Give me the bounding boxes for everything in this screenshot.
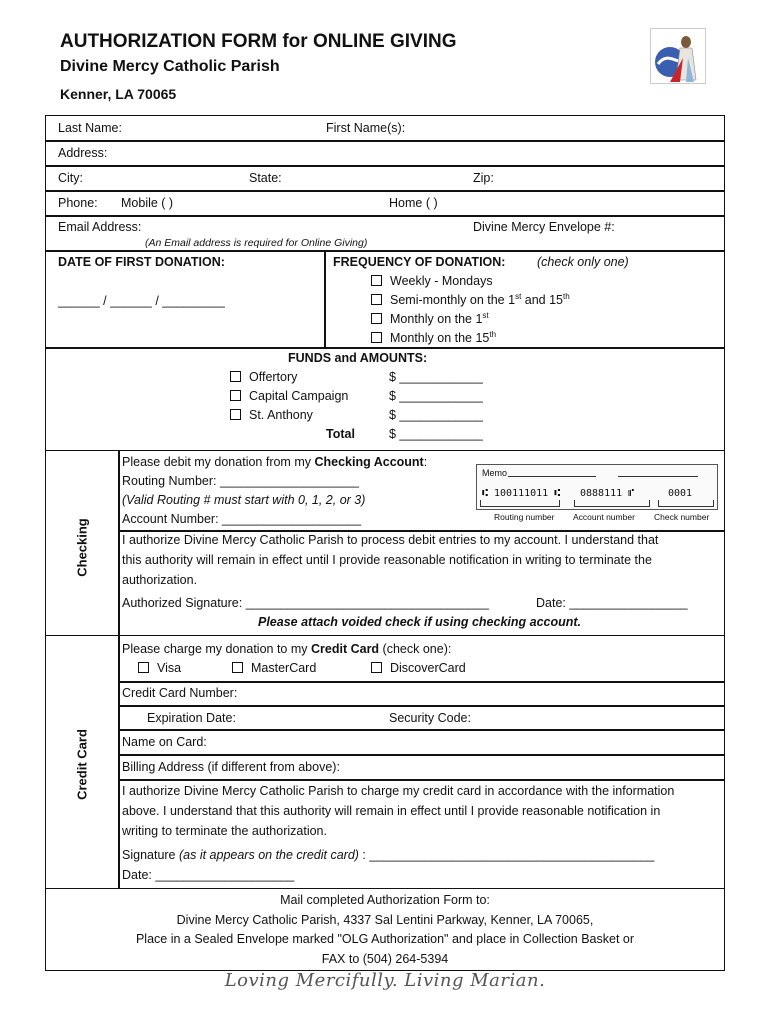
fund-anthony[interactable]: St. Anthony xyxy=(230,408,313,423)
debit-instruction: Please debit my donation from my Checking Account: xyxy=(122,455,428,469)
state-label: State: xyxy=(249,171,282,185)
freq-monthly-1st[interactable]: Monthly on the 1st xyxy=(371,312,489,327)
row-divider xyxy=(118,705,725,707)
security-code[interactable]: Security Code: xyxy=(389,711,471,725)
fund-total: Total xyxy=(326,427,355,441)
fund-capital[interactable]: Capital Campaign xyxy=(230,389,348,404)
freq-semi-monthly[interactable]: Semi-monthly on the 1st and 15th xyxy=(371,293,570,308)
form-title: AUTHORIZATION FORM for ONLINE GIVING xyxy=(60,31,457,52)
parish-city: Kenner, LA 70065 xyxy=(60,86,177,102)
row-divider xyxy=(45,165,725,167)
checkbox[interactable] xyxy=(230,409,241,420)
charge-instruction: Please charge my donation to my Credit Card (check one): xyxy=(122,642,452,656)
card-discover[interactable]: DiscoverCard xyxy=(371,661,466,676)
expiration-date[interactable]: Expiration Date: xyxy=(147,711,236,725)
first-donation-date[interactable]: ______ / ______ / _________ xyxy=(58,294,225,308)
credit-signature[interactable]: Signature (as it appears on the credit card) : _________________________________________ xyxy=(122,848,655,862)
funds-heading: FUNDS and AMOUNTS: xyxy=(288,351,428,365)
checking-date[interactable]: Date: _________________ xyxy=(536,596,688,610)
checking-auth-line3: authorization. xyxy=(122,573,198,587)
parish-motto: Loving Mercifully. Living Marian. xyxy=(224,970,546,991)
row-divider xyxy=(118,754,725,756)
checking-auth-line2: this authority will remain in effect until I provide reasonable notification in writing to terminate the xyxy=(122,553,652,567)
mail-line-3: Place in a Sealed Envelope marked "OLG Authorization" and place in Collection Basket or xyxy=(135,932,635,946)
credit-side-label: Credit Card xyxy=(74,729,90,800)
row-divider xyxy=(45,347,725,349)
routing-note: (Valid Routing # must start with 0, 1, 2, or 3) xyxy=(122,493,366,507)
credit-date[interactable]: Date: ____________________ xyxy=(122,868,295,882)
card-visa[interactable]: Visa xyxy=(138,661,181,676)
row-divider xyxy=(45,190,725,192)
section-divider xyxy=(118,636,120,889)
checkbox[interactable] xyxy=(230,390,241,401)
envelope-label: Divine Mercy Envelope #: xyxy=(473,220,615,234)
freq-weekly[interactable]: Weekly - Mondays xyxy=(371,274,493,289)
name-on-card[interactable]: Name on Card: xyxy=(122,735,207,749)
amount-anthony[interactable]: $ ____________ xyxy=(389,408,483,422)
amount-total[interactable]: $ ____________ xyxy=(389,427,483,441)
credit-auth-line1: I authorize Divine Mercy Catholic Parish to charge my credit card in accordance with the information xyxy=(122,784,675,798)
checkbox[interactable] xyxy=(232,662,243,673)
first-donation-label: DATE OF FIRST DONATION: xyxy=(58,255,225,269)
divine-mercy-logo xyxy=(650,28,706,84)
checkbox[interactable] xyxy=(371,662,382,673)
phone-label: Phone: xyxy=(58,196,98,210)
checkbox[interactable] xyxy=(138,662,149,673)
routing-number[interactable]: Routing Number: ____________________ xyxy=(122,474,359,488)
account-number[interactable]: Account Number: ____________________ xyxy=(122,512,362,526)
home-label: Home ( ) xyxy=(389,196,438,210)
last-name-label: Last Name: xyxy=(58,121,122,135)
amount-offertory[interactable]: $ ____________ xyxy=(389,370,483,384)
checkbox[interactable] xyxy=(371,313,382,324)
billing-address[interactable]: Billing Address (if different from above): xyxy=(122,760,340,774)
mobile-label: Mobile ( ) xyxy=(121,196,174,210)
mail-line-4: FAX to (504) 264-5394 xyxy=(321,952,449,966)
parish-name: Divine Mercy Catholic Parish xyxy=(60,58,280,75)
row-divider xyxy=(118,779,725,781)
frequency-label: FREQUENCY OF DONATION: xyxy=(333,255,506,269)
check-example-image: Memo ⑆ 100111011 ⑆ 0888111 ⑈ 0001 Routing number Account number Check number xyxy=(476,460,720,524)
row-divider xyxy=(45,215,725,217)
mail-line-2: Divine Mercy Catholic Parish, 4337 Sal Lentini Parkway, Kenner, LA 70065, xyxy=(176,913,594,927)
address-label: Address: xyxy=(58,146,108,160)
mail-line-1: Mail completed Authorization Form to: xyxy=(280,893,490,907)
check-only-one: (check only one) xyxy=(537,255,629,269)
checkbox[interactable] xyxy=(371,332,382,343)
row-divider xyxy=(45,140,725,142)
city-label: City: xyxy=(58,171,83,185)
card-number[interactable]: Credit Card Number: xyxy=(122,686,238,700)
zip-label: Zip: xyxy=(473,171,494,185)
fund-offertory[interactable]: Offertory xyxy=(230,370,297,385)
checking-side-label: Checking xyxy=(74,518,90,577)
attach-check-note: Please attach voided check if using checking account. xyxy=(258,615,582,629)
card-mastercard[interactable]: MasterCard xyxy=(232,661,316,676)
email-note: (An Email address is required for Online Giving) xyxy=(145,237,368,249)
row-divider xyxy=(118,729,725,731)
credit-auth-line2: above. I understand that this authority will remain in effect until I provide reasonable notification in xyxy=(122,804,661,818)
checkbox[interactable] xyxy=(371,294,382,305)
amount-capital[interactable]: $ ____________ xyxy=(389,389,483,403)
checkbox[interactable] xyxy=(371,275,382,286)
checking-signature[interactable]: Authorized Signature: ___________________________________ xyxy=(122,596,490,610)
donation-divider xyxy=(324,250,326,347)
row-divider xyxy=(118,681,725,683)
checking-auth-line1: I authorize Divine Mercy Catholic Parish to process debit entries to my account. I understand that xyxy=(122,533,659,547)
row-divider xyxy=(118,530,725,532)
section-divider xyxy=(118,450,120,636)
credit-auth-line3: writing to terminate the authorization. xyxy=(122,824,327,838)
checkbox[interactable] xyxy=(230,371,241,382)
first-name-label: First Name(s): xyxy=(326,121,406,135)
freq-monthly-15th[interactable]: Monthly on the 15th xyxy=(371,331,496,346)
row-divider xyxy=(45,250,725,252)
email-label: Email Address: xyxy=(58,220,142,234)
